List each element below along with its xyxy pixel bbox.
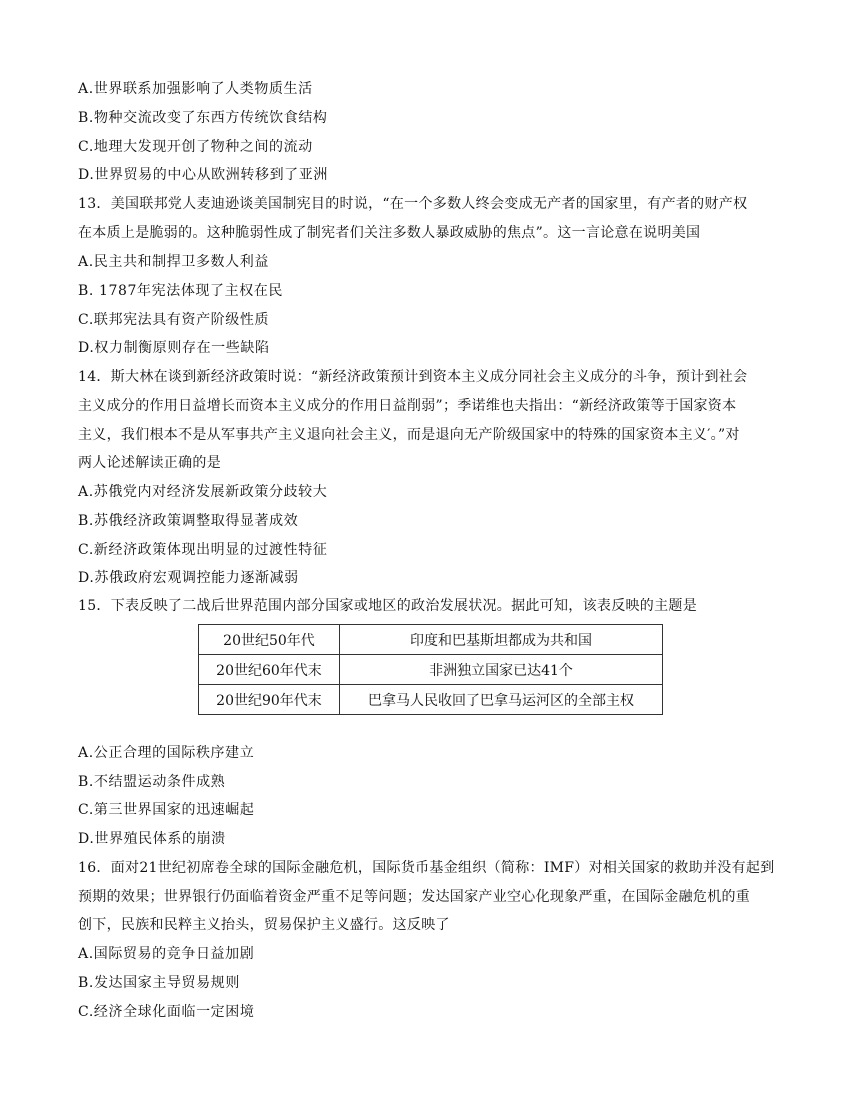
table-row	[199, 625, 663, 655]
q16-option-a: A.国际贸易的竞争日益加剧	[78, 946, 255, 962]
table-cell-period: 20世纪60年代末	[199, 655, 340, 685]
q14-option-c: C.新经济政策体现出明显的过渡性特征	[78, 542, 328, 558]
table-row	[199, 685, 663, 715]
q13-option-c: C.联邦宪法具有资产阶级性质	[78, 312, 270, 328]
q13-option-b: B. 1787年宪法体现了主权在民	[78, 283, 284, 299]
q14-stem-line-2: 主义成分的作用日益增长而资本主义成分的作用日益削弱”；季诺维也夫指出：“新经济政策等于国家资本	[78, 398, 737, 414]
q12-option-b: B.物种交流改变了东西方传统饮食结构	[78, 110, 328, 126]
q13-option-d: D.权力制衡原则存在一些缺陷	[78, 340, 270, 356]
q15-option-c: C.第三世界国家的迅速崛起	[78, 802, 255, 818]
table-cell-event: 巴拿马人民收回了巴拿马运河区的全部主权	[340, 685, 663, 715]
q13-stem-line-2: 在本质上是脆弱的。这种脆弱性成了制宪者们关注多数人暴政威胁的焦点”。这一言论意在说明美国	[78, 225, 701, 241]
q16-option-b: B.发达国家主导贸易规则	[78, 975, 240, 991]
q16-stem-line-1: 16．面对21世纪初席卷全球的国际金融危机，国际货币基金组织（简称：IMF）对相关国家的救助并没有起到	[78, 860, 775, 876]
q14-stem-line-4: 两人论述解读正确的是	[78, 455, 221, 471]
q14-option-b: B.苏俄经济政策调整取得显著成效	[78, 513, 299, 529]
q14-option-d: D.苏俄政府宏观调控能力逐渐减弱	[78, 570, 299, 586]
q16-stem-line-2: 预期的效果；世界银行仍面临着资金严重不足等问题；发达国家产业空心化现象严重，在国际金融危机的重	[78, 889, 751, 905]
q12-option-d: D.世界贸易的中心从欧洲转移到了亚洲	[78, 167, 328, 183]
table-cell-event: 印度和巴基斯坦都成为共和国	[340, 625, 663, 655]
q15-option-a: A.公正合理的国际秩序建立	[78, 745, 255, 761]
q16-stem-line-3: 创下，民族和民粹主义抬头，贸易保护主义盛行。这反映了	[78, 917, 450, 933]
table-cell-period: 20世纪90年代末	[199, 685, 340, 715]
table-cell-event: 非洲独立国家已达41个	[340, 655, 663, 685]
q12-option-a: A.世界联系加强影响了人类物质生活	[78, 81, 313, 97]
q14-stem-line-3: 主义，我们根本不是从军事共产主义退向社会主义，而是退向无产阶级国家中的特殊的国家资本主义′。”对	[78, 427, 740, 443]
q15-table	[198, 624, 663, 715]
q15-option-d: D.世界殖民体系的崩溃	[78, 831, 226, 847]
q15-option-b: B.不结盟运动条件成熟	[78, 774, 226, 790]
q13-option-a: A.民主共和制捍卫多数人利益	[78, 254, 269, 270]
q15-stem: 15．下表反映了二战后世界范围内部分国家或地区的政治发展状况。据此可知，该表反映的主题是	[78, 598, 698, 614]
table-row	[199, 655, 663, 685]
q13-stem-line-1: 13．美国联邦党人麦迪逊谈美国制宪目的时说，“在一个多数人终会变成无产者的国家里，有产者的财产权	[78, 196, 748, 212]
q16-option-c: C.经济全球化面临一定困境	[78, 1004, 255, 1020]
table-cell-period: 20世纪50年代	[199, 625, 340, 655]
q12-option-c: C.地理大发现开创了物种之间的流动	[78, 139, 313, 155]
q14-stem-line-1: 14．斯大林在谈到新经济政策时说：“新经济政策预计到资本主义成分同社会主义成分的斗争，预计到社会	[78, 369, 748, 385]
q14-option-a: A.苏俄党内对经济发展新政策分歧较大	[78, 484, 328, 500]
